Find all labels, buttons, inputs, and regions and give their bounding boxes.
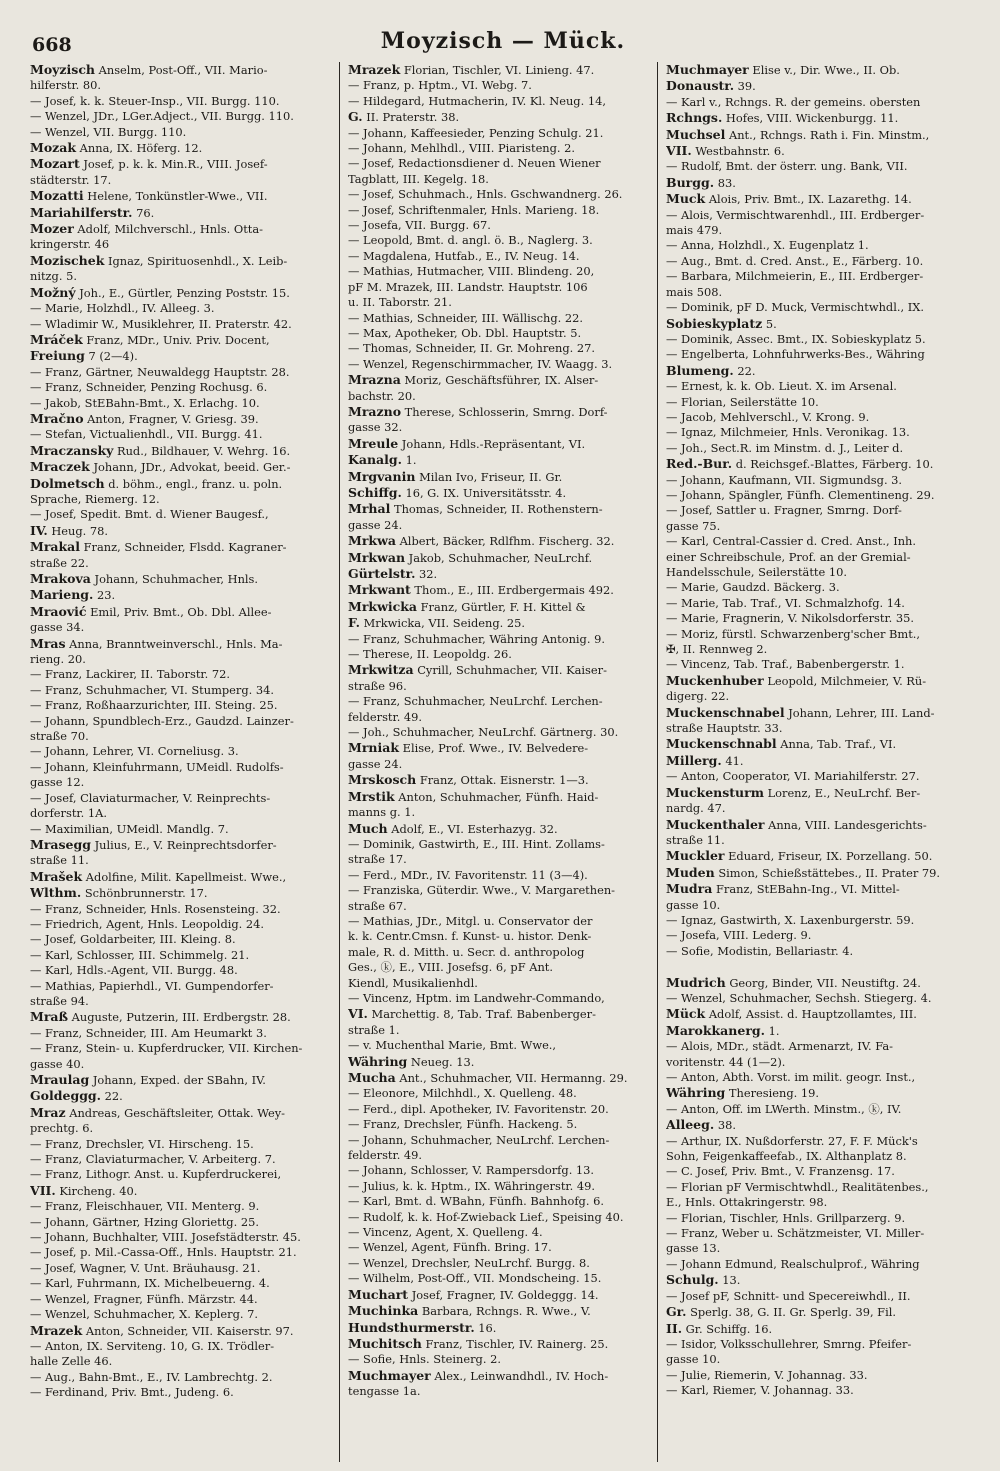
directory-line: — Aug., Bmt. d. Cred. Anst., E., Färberg. 10. [666, 253, 924, 268]
directory-line: — Arthur, IX. Nußdorferstr. 27, F. F. Mück's [666, 1133, 918, 1148]
directory-line: Schiffg. 16, G. IX. Universitätsstr. 4. [348, 484, 567, 500]
directory-line: straße 94. [30, 993, 89, 1008]
directory-line: — Franz, Schuhmacher, Währing Antonig. 9. [348, 631, 605, 646]
directory-line: — Wenzel, VII. Burgg. 110. [30, 124, 187, 139]
directory-line: Alleeg. 38. [666, 1117, 736, 1133]
directory-line: kringerstr. 46 [30, 237, 110, 252]
directory-line: — Sofie, Hnls. Steinerg. 2. [348, 1352, 501, 1367]
directory-line: Mrazno Therese, Schlosserin, Smrng. Dorf- [348, 403, 608, 419]
directory-line: Freiung 7 (2—4). [30, 348, 138, 364]
directory-line: — Johann, Buchhalter, VIII. Josefstädterstr. 45. [30, 1230, 301, 1245]
directory-line: Währing Theresieng. 19. [666, 1085, 820, 1101]
directory-line: Mrgvanin Milan Ivo, Friseur, II. Gr. [348, 468, 563, 484]
directory-line: straße 22. [30, 555, 89, 570]
directory-line: VII. Westbahnstr. 6. [666, 143, 785, 159]
directory-line: Muchart Josef, Fragner, IV. Goldeggg. 14. [348, 1286, 599, 1302]
directory-line: — Johann, Spängler, Fünfh. Clementineng. 29. [666, 487, 935, 502]
directory-line: — Wenzel, Schuhmacher, X. Keplerg. 7. [30, 1307, 258, 1322]
directory-line: — Marie, Gaudzd. Bäckerg. 3. [666, 580, 840, 595]
directory-line: — Mathias, JDr., Mitgl. u. Conservator der [348, 913, 593, 928]
directory-line: — Franz, Lithogr. Anst. u. Kupferdruckerei, [30, 1167, 282, 1182]
directory-line: straße 11. [30, 853, 89, 868]
directory-line: gasse 10. [666, 897, 721, 912]
directory-line: Mrakova Johann, Schuhmacher, Hnls. [30, 571, 259, 586]
directory-line: — Anna, Holzhdl., X. Eugenplatz 1. [666, 238, 869, 253]
directory-line: Burgg. 83. [666, 174, 736, 190]
directory-line: — Franz, Lackirer, II. Taborstr. 72. [30, 667, 230, 682]
directory-line: — Franz, Claviaturmacher, V. Arbeiterg. 7. [30, 1152, 276, 1167]
directory-line: — Johann Edmund, Realschulprof., Währing [666, 1256, 920, 1271]
directory-line: — Maximilian, UMeidl. Mandlg. 7. [30, 821, 229, 836]
directory-line: Währing Neueg. 13. [348, 1053, 475, 1069]
directory-line: Mudra Franz, StEBahn-Ing., VI. Mittel- [666, 881, 900, 897]
directory-line: Mraulag Johann, Exped. der SBahn, IV. [30, 1072, 266, 1087]
directory-line: — Rudolf, Bmt. der österr. ung. Bank, VII. [666, 159, 908, 174]
directory-line: Dolmetsch d. böhm., engl., franz. u. poln. [30, 475, 283, 491]
directory-line: — Max, Apotheker, Ob. Dbl. Hauptstr. 5. [348, 325, 582, 340]
directory-line: Millerg. 41. [666, 752, 744, 768]
directory-line: — Josef, Schuhmach., Hnls. Gschwandnerg. 26. [348, 187, 623, 202]
directory-line: Muchitsch Franz, Tischler, IV. Rainerg. 25. [348, 1335, 609, 1351]
directory-line: felderstr. 49. [348, 1148, 423, 1163]
directory-line: nardg. 47. [666, 801, 726, 816]
directory-line: — Anton, Cooperator, VI. Mariahilferstr. 27. [666, 769, 920, 784]
directory-line: — Engelberta, Lohnfuhrwerks-Bes., Währing [666, 347, 925, 362]
directory-line: Mraß Auguste, Putzerin, III. Erdbergstr. 28. [30, 1009, 291, 1025]
directory-line: — Franz, Schneider, III. Am Heumarkt 3. [30, 1025, 267, 1040]
directory-line: Moyzisch Anselm, Post-Off., VII. Mario- [30, 62, 268, 77]
columns [30, 62, 980, 1462]
directory-line: — Hildegard, Hutmacherin, IV. Kl. Neug. 14, [348, 93, 606, 108]
directory-line: — Wenzel, Fragner, Fünfh. Märzstr. 44. [30, 1291, 258, 1306]
directory-line: rieng. 20. [30, 652, 86, 667]
directory-line: — Josef, p. Mil.-Cassa-Off., Hnls. Hauptstr. 21. [30, 1245, 297, 1260]
directory-line: Mraz Andreas, Geschäftsleiter, Ottak. Wey- [30, 1104, 286, 1120]
directory-line: — Franz, Schneider, Hnls. Rosensteing. 32. [30, 901, 281, 916]
directory-line: — Josef, Redactionsdiener d. Neuen Wiener [348, 156, 601, 171]
directory-line: mais 508. [666, 284, 723, 299]
directory-line: — Florian pF Vermischtwhdl., Realitätenbes., [666, 1179, 929, 1194]
directory-line: — Eleonore, Milchhdl., X. Quelleng. 48. [348, 1086, 577, 1101]
directory-line: male, R. d. Mitth. u. Secr. d. anthropolog [348, 944, 585, 959]
directory-line: gasse 40. [30, 1056, 85, 1071]
directory-line: — Jakob, StEBahn-Bmt., X. Erlachg. 10. [30, 395, 260, 410]
directory-line: — Josef, Wagner, V. Unt. Bräuhausg. 21. [30, 1260, 261, 1275]
directory-line: Možný Joh., E., Gürtler, Penzing Poststr. 15. [30, 284, 290, 300]
directory-line: Mozart Josef, p. k. k. Min.R., VIII. Josef- [30, 156, 268, 172]
directory-line: — Josefa, VIII. Lederg. 9. [666, 928, 812, 943]
directory-line: — Karl, Hdls.-Agent, VII. Burgg. 48. [30, 963, 238, 978]
directory-line: Muchinka Barbara, Rchngs. R. Wwe., V. [348, 1303, 591, 1319]
directory-line: — Jacob, Mehlverschl., V. Krong. 9. [666, 409, 870, 424]
directory-line: — Franz, Roßhaarzurichter, III. Steing. 25. [30, 698, 278, 713]
directory-line: — Aug., Bahn-Bmt., E., IV. Lambrechtg. 2. [30, 1369, 273, 1384]
directory-line: — Ignaz, Milchmeier, Hnls. Veronikag. 13. [666, 425, 910, 440]
directory-line: — Franz, Fleischhauer, VII. Menterg. 9. [30, 1199, 260, 1214]
directory-line: — Alois, Vermischtwarenhdl., III. Erdberger- [666, 207, 925, 222]
directory-line: Muchmayer Alex., Leinwandhdl., IV. Hoch- [348, 1367, 609, 1383]
directory-line: — Josef, Goldarbeiter, III. Kleing. 8. [30, 932, 236, 947]
directory-line: — Mathias, Hutmacher, VIII. Blindeng. 20, [348, 264, 595, 279]
directory-line: dorferstr. 1A. [30, 806, 107, 821]
directory-line: nitzg. 5. [30, 269, 77, 284]
directory-line: Mraczek Johann, JDr., Advokat, beeid. Ger.- [30, 459, 291, 475]
directory-line: — Barbara, Milchmeierin, E., III. Erdberger- [666, 269, 924, 284]
directory-line: — Franz, Drechsler, Fünfh. Hackeng. 5. [348, 1117, 578, 1132]
directory-line: — Rudolf, k. k. Hof-Zwieback Lief., Speising 40. [348, 1209, 624, 1224]
directory-line: — Franz, Gärtner, Neuwaldegg Hauptstr. 28. [30, 364, 290, 379]
directory-line: — Franz, Stein- u. Kupferdrucker, VII. Kirchen- [30, 1041, 303, 1056]
directory-line: — v. Muchenthal Marie, Bmt. Wwe., [348, 1038, 557, 1053]
directory-line: Mráček Franz, MDr., Univ. Priv. Docent, [30, 331, 270, 347]
directory-line: gasse 34. [30, 620, 85, 635]
directory-line: Mrazna Moriz, Geschäftsführer, IX. Alser- [348, 372, 599, 388]
directory-line: Tagblatt, III. Kegelg. 18. [348, 171, 489, 186]
directory-line: — C. Josef, Priv. Bmt., V. Franzensg. 17. [666, 1164, 895, 1179]
directory-line: — Ernest, k. k. Ob. Lieut. X. im Arsenal. [666, 379, 897, 394]
directory-line: straße 17. [348, 852, 407, 867]
directory-line: — Joh., Schuhmacher, NeuLrchf. Gärtnerg. 30. [348, 725, 619, 740]
directory-line [666, 959, 966, 974]
directory-line: bachstr. 20. [348, 388, 416, 403]
directory-line: Hundsthurmerstr. 16. [348, 1319, 497, 1335]
directory-line: — Johann, Kleinfuhrmann, UMeidl. Rudolfs- [30, 759, 284, 774]
directory-line: hilferstr. 80. [30, 78, 101, 93]
directory-line: — Ferd., dipl. Apotheker, IV. Favoritenstr. 20. [348, 1101, 609, 1116]
directory-line: Mozer Adolf, Milchverschl., Hnls. Otta- [30, 221, 263, 237]
directory-line: Schulg. 13. [666, 1272, 741, 1288]
directory-line: — Mathias, Schneider, III. Wällischg. 22. [348, 310, 583, 325]
directory-line: E., Hnls. Ottakringerstr. 98. [666, 1195, 828, 1210]
directory-line: Mudrich Georg, Binder, VII. Neustiftg. 24. [666, 974, 921, 990]
directory-line: VI. Marchettig. 8, Tab. Traf. Babenberger- [348, 1006, 596, 1022]
directory-line: — Dominik, pF D. Muck, Vermischtwhdl., IX. [666, 300, 924, 315]
directory-line: — Wenzel, JDr., LGer.Adject., VII. Burgg. 110. [30, 109, 294, 124]
directory-line: — Mathias, Papierhdl., VI. Gumpendorfer- [30, 978, 274, 993]
directory-line: Mrazek Florian, Tischler, VI. Linieng. 47. [348, 62, 595, 77]
directory-line: — Julie, Riemerin, V. Johannag. 33. [666, 1367, 868, 1382]
directory-line: — Vincenz, Tab. Traf., Babenbergerstr. 1. [666, 657, 905, 672]
column-2 [348, 62, 648, 1462]
directory-line: Mrkwant Thom., E., III. Erdbergermais 492. [348, 582, 614, 598]
column-divider [657, 62, 658, 1462]
directory-line: — Johann, Spundblech-Erz., Gaudzd. Lainzer- [30, 713, 294, 728]
directory-line: — Dominik, Assec. Bmt., IX. Sobieskyplatz 5. [666, 331, 926, 346]
directory-line: straße 96. [348, 678, 407, 693]
directory-line: — Josef, Schriftenmaler, Hnls. Marieng. 18. [348, 202, 600, 217]
directory-line: — Julius, k. k. Hptm., IX. Währingerstr. 49. [348, 1178, 595, 1193]
directory-line: Kiendl, Musikalienhdl. [348, 975, 478, 990]
directory-line: Sobieskyplatz 5. [666, 315, 777, 331]
directory-line: Mozatti Helene, Tonkünstler-Wwe., VII. [30, 188, 268, 204]
directory-line: — Wladimir W., Musiklehrer, II. Praterstr. 42. [30, 316, 292, 331]
directory-line: Mrakal Franz, Schneider, Flsdd. Kagraner- [30, 539, 287, 555]
directory-line: — Franz, Schuhmacher, VI. Stumperg. 34. [30, 682, 275, 697]
directory-line: — Marie, Tab. Traf., VI. Schmalzhofg. 14. [666, 595, 905, 610]
directory-line: Mraović Emil, Priv. Bmt., Ob. Dbl. Allee- [30, 603, 272, 619]
directory-line: Wlthm. Schönbrunnerstr. 17. [30, 885, 208, 901]
column-divider [339, 62, 340, 1462]
directory-line: — Franz, Weber u. Schätzmeister, VI. Miller- [666, 1226, 925, 1241]
directory-line: voritenstr. 44 (1—2). [666, 1054, 786, 1069]
directory-line: Red.-Bur. d. Reichsgef.-Blattes, Färberg. 10. [666, 456, 934, 472]
directory-line: — Friedrich, Agent, Hnls. Leopoldig. 24. [30, 916, 265, 931]
directory-line: Mück Adolf, Assist. d. Hauptzollamtes, III. [666, 1006, 917, 1022]
directory-line: Muckenschnabel Johann, Lehrer, III. Land- [666, 704, 935, 720]
directory-line: mais 479. [666, 223, 723, 238]
directory-line: — Dominik, Gastwirth, E., III. Hint. Zollams- [348, 836, 605, 851]
directory-line: Rchngs. Hofes, VIII. Wickenburgg. 11. [666, 110, 899, 126]
directory-line: Donaustr. 39. [666, 78, 756, 94]
directory-line: — Franziska, Güterdir. Wwe., V. Margarethen- [348, 883, 616, 898]
directory-line: Sohn, Feigenkaffeefab., IX. Althanplatz 8. [666, 1149, 907, 1164]
directory-line: — Alois, MDr., städt. Armenarzt, IV. Fa- [666, 1039, 893, 1054]
directory-line: Mrašek Adolfine, Milit. Kapellmeist. Wwe., [30, 868, 287, 884]
directory-line: — Josef, Claviaturmacher, V. Reinprechts- [30, 790, 271, 805]
directory-line: straße 11. [666, 832, 725, 847]
directory-line: Muck Alois, Priv. Bmt., IX. Lazarethg. 14. [666, 191, 912, 207]
directory-line: Gürtelstr. 32. [348, 566, 438, 581]
directory-line: — Wilhelm, Post-Off., VII. Mondscheing. 15. [348, 1271, 602, 1286]
directory-line: Mrskosch Franz, Ottak. Eisnerstr. 1—3. [348, 772, 589, 788]
directory-line: — Isidor, Volksschullehrer, Smrng. Pfeifer- [666, 1336, 912, 1351]
directory-line: — Wenzel, Agent, Fünfh. Bring. 17. [348, 1240, 552, 1255]
directory-line: halle Zelle 46. [30, 1354, 113, 1369]
directory-line: Mrhal Thomas, Schneider, II. Rothenstern- [348, 501, 603, 517]
directory-line: straße 1. [348, 1022, 400, 1037]
directory-line: Mrkwa Albert, Bäcker, Rdlfhm. Fischerg. 32. [348, 533, 615, 549]
directory-line: — Johann, Kaufmann, VII. Sigmundsg. 3. [666, 472, 903, 487]
page-header [28, 14, 978, 54]
directory-line: — Josef, Spedit. Bmt. d. Wiener Baugesf., [30, 507, 269, 522]
directory-line: Mreule Johann, Hdls.-Repräsentant, VI. [348, 435, 586, 451]
page-number: 668 [32, 34, 72, 56]
directory-line: prechtg. 6. [30, 1121, 94, 1136]
directory-line: Muchmayer Elise v., Dir. Wwe., II. Ob. [666, 62, 900, 77]
directory-line: Mrkwicka Franz, Gürtler, F. H. Kittel & [348, 598, 586, 614]
directory-line: IV. Heug. 78. [30, 522, 108, 538]
directory-line: Muchsel Ant., Rchngs. Rath i. Fin. Minstm., [666, 126, 930, 142]
directory-line: Mraczansky Rud., Bildhauer, V. Wehrg. 16. [30, 442, 291, 458]
directory-line: — Josefa, VII. Burgg. 67. [348, 218, 491, 233]
directory-line: — Ignaz, Gastwirth, X. Laxenburgerstr. 59. [666, 912, 915, 927]
directory-line: straße 67. [348, 898, 407, 913]
directory-line: Marieng. 23. [30, 587, 116, 603]
directory-line: — Magdalena, Hutfab., E., IV. Neug. 14. [348, 248, 580, 263]
directory-line: — Johann, Schlosser, V. Rampersdorfg. 13. [348, 1163, 595, 1178]
directory-line: — Johann, Mehlhdl., VIII. Piaristeng. 2. [348, 141, 576, 156]
directory-line: — Franz, Drechsler, VI. Hirscheng. 15. [30, 1136, 254, 1151]
directory-line: Muckenthaler Anna, VIII. Landesgerichts- [666, 816, 927, 832]
directory-line: digerg. 22. [666, 689, 730, 704]
directory-line: ✠, II. Rennweg 2. [666, 642, 768, 657]
directory-line: Mrkwitza Cyrill, Schuhmacher, VII. Kaiser- [348, 662, 607, 678]
directory-line: — Franz, Schuhmacher, NeuLrchf. Lerchen- [348, 694, 603, 709]
directory-line: — Vincenz, Agent, X. Quelleng. 4. [348, 1225, 543, 1240]
directory-line: Muden Simon, Schießstättebes., II. Prater 79. [666, 864, 941, 880]
directory-line: gasse 24. [348, 756, 403, 771]
directory-line: — Anton, Off. im LWerth. Minstm., ⓚ, IV. [666, 1101, 902, 1116]
directory-line: — Wenzel, Drechsler, NeuLrchf. Burgg. 8. [348, 1255, 590, 1270]
directory-line: — Johann, Schuhmacher, NeuLrchf. Lerchen- [348, 1132, 610, 1147]
directory-line: Sprache, Riemerg. 12. [30, 491, 160, 506]
directory-line: — Karl, Bmt. d. WBahn, Fünfh. Bahnhofg. 6. [348, 1194, 604, 1209]
directory-line: — Anton, IX. Serviteng. 10, G. IX. Trödler- [30, 1338, 275, 1353]
directory-line: — Ferd., MDr., IV. Favoritenstr. 11 (3—4). [348, 867, 588, 882]
directory-line: — Wenzel, Schuhmacher, Sechsh. Stiegerg. 4. [666, 990, 932, 1005]
directory-line: F. Mrkwicka, VII. Seideng. 25. [348, 615, 525, 631]
directory-line: G. II. Praterstr. 38. [348, 109, 460, 125]
directory-line: — Franz, p. Hptm., VI. Webg. 7. [348, 78, 532, 93]
directory-line: Marokkanerg. 1. [666, 1022, 780, 1038]
directory-line: — Karl, Central-Cassier d. Cred. Anst., Inh. [666, 534, 916, 549]
directory-line: — Josef, k. k. Steuer-Insp., VII. Burgg. 110. [30, 93, 280, 108]
directory-line: einer Schreibschule, Prof. an der Gremial- [666, 549, 911, 564]
directory-line: Muckensturm Lorenz, E., NeuLrchf. Ber- [666, 784, 921, 800]
directory-line: — Moriz, fürstl. Schwarzenberg'scher Bmt., [666, 626, 921, 641]
directory-line: VII. Kircheng. 40. [30, 1182, 138, 1198]
column-3 [666, 62, 966, 1462]
directory-line: — Joh., Sect.R. im Minstm. d. J., Leiter d. [666, 440, 904, 455]
directory-line: Goldeggg. 22. [30, 1088, 123, 1104]
directory-line: Mrasegg Julius, E., V. Reinprechtsdorfer- [30, 836, 277, 852]
directory-line: — Thomas, Schneider, II. Gr. Mohreng. 27. [348, 341, 595, 356]
directory-line: gasse 75. [666, 518, 721, 533]
directory-line: gasse 32. [348, 420, 403, 435]
directory-line: — Josef, Sattler u. Fragner, Smrng. Dorf- [666, 503, 902, 518]
directory-line: — Therese, II. Leopoldg. 26. [348, 647, 512, 662]
directory-line: Mariahilferstr. 76. [30, 204, 155, 220]
directory-line: Blumeng. 22. [666, 362, 756, 378]
directory-line: Mucha Ant., Schuhmacher, VII. Hermanng. 29. [348, 1070, 628, 1085]
directory-line: gasse 13. [666, 1241, 721, 1256]
directory-line: pF M. Mrazek, III. Landstr. Hauptstr. 106 [348, 279, 588, 294]
directory-line: Mrstik Anton, Schuhmacher, Fünfh. Haid- [348, 788, 599, 804]
directory-line: — Wenzel, Regenschirmmacher, IV. Waagg. 3. [348, 356, 613, 371]
directory-line: straße 70. [30, 729, 89, 744]
directory-line: Mrazek Anton, Schneider, VII. Kaiserstr. 97. [30, 1322, 294, 1338]
directory-line: Gr. Sperlg. 38, G. II. Gr. Sperlg. 39, Fil. [666, 1304, 896, 1320]
directory-line: — Johann, Lehrer, VI. Corneliusg. 3. [30, 744, 239, 759]
directory-line: gasse 10. [666, 1352, 721, 1367]
directory-line: — Marie, Fragnerin, V. Nikolsdorferstr. 35. [666, 611, 915, 626]
directory-line: — Johann, Kaffeesieder, Penzing Schulg. 21. [348, 125, 604, 140]
directory-line: — Marie, Holzhdl., IV. Alleeg. 3. [30, 301, 215, 316]
directory-line: Much Adolf, E., VI. Esterhazyg. 32. [348, 820, 558, 836]
directory-line: — Vincenz, Hptm. im Landwehr-Commando, [348, 990, 605, 1005]
directory-line: Muckler Eduard, Friseur, IX. Porzellang. 50. [666, 848, 933, 864]
directory-line: — Leopold, Bmt. d. angl. ö. B., Naglerg. 3. [348, 233, 593, 248]
directory-line: Mras Anna, Branntweinverschl., Hnls. Ma- [30, 635, 283, 651]
directory-line: — Karl v., Rchngs. R. der gemeins. obersten [666, 94, 921, 109]
directory-line: — Josef pF, Schnitt- und Specereiwhdl., II. [666, 1288, 911, 1303]
directory-line: Muckenhuber Leopold, Milchmeier, V. Rü- [666, 672, 927, 688]
directory-line: Mozischek Ignaz, Spirituosenhdl., X. Leib- [30, 252, 288, 268]
directory-line: — Ferdinand, Priv. Bmt., Judeng. 6. [30, 1385, 234, 1400]
directory-line: — Karl, Fuhrmann, IX. Michelbeuerng. 4. [30, 1276, 270, 1291]
directory-line: straße Hauptstr. 33. [666, 721, 783, 736]
directory-line: Mračno Anton, Fragner, V. Griesg. 39. [30, 410, 259, 426]
directory-line: gasse 12. [30, 775, 85, 790]
directory-line: — Florian, Tischler, Hnls. Grillparzerg. 9. [666, 1210, 906, 1225]
directory-line: Handelsschule, Seilerstätte 10. [666, 565, 847, 579]
directory-line: städterstr. 17. [30, 172, 112, 187]
page-title: Moyzisch — Mück. [380, 28, 626, 54]
column-1 [30, 62, 330, 1462]
directory-line: u. II. Taborstr. 21. [348, 295, 452, 310]
directory-line: gasse 24. [348, 517, 403, 532]
directory-line: Muckenschnabl Anna, Tab. Traf., VI. [666, 736, 897, 752]
directory-line: Mrniak Elise, Prof. Wwe., IV. Belvedere- [348, 740, 589, 756]
directory-line: — Florian, Seilerstätte 10. [666, 394, 819, 409]
directory-line: Kanalg. 1. [348, 452, 417, 468]
directory-line: felderstr. 49. [348, 709, 423, 724]
directory-line: — Stefan, Victualienhdl., VII. Burgg. 41. [30, 427, 263, 442]
directory-line: Ges., ⓚ, E., VIII. Josefsg. 6, pF Ant. [348, 960, 553, 975]
directory-line: Mozak Anna, IX. Höferg. 12. [30, 140, 203, 156]
directory-line: — Johann, Gärtner, Hzing Gloriettg. 25. [30, 1214, 259, 1229]
directory-line: II. Gr. Schiffg. 16. [666, 1320, 773, 1336]
directory-line: — Franz, Schneider, Penzing Rochusg. 6. [30, 380, 268, 395]
directory-line: — Anton, Abth. Vorst. im milit. geogr. Inst., [666, 1070, 916, 1084]
directory-line: — Sofie, Modistin, Bellariastr. 4. [666, 943, 854, 958]
directory-line: — Karl, Riemer, V. Johannag. 33. [666, 1383, 854, 1398]
directory-line: tengasse 1a. [348, 1384, 421, 1399]
directory-line: manns g. 1. [348, 805, 416, 820]
directory-line: — Karl, Schlosser, III. Schimmelg. 21. [30, 947, 250, 962]
directory-line: Mrkwan Jakob, Schuhmacher, NeuLrchf. [348, 549, 593, 565]
directory-line: k. k. Centr.Cmsn. f. Kunst- u. histor. Denk- [348, 929, 592, 944]
